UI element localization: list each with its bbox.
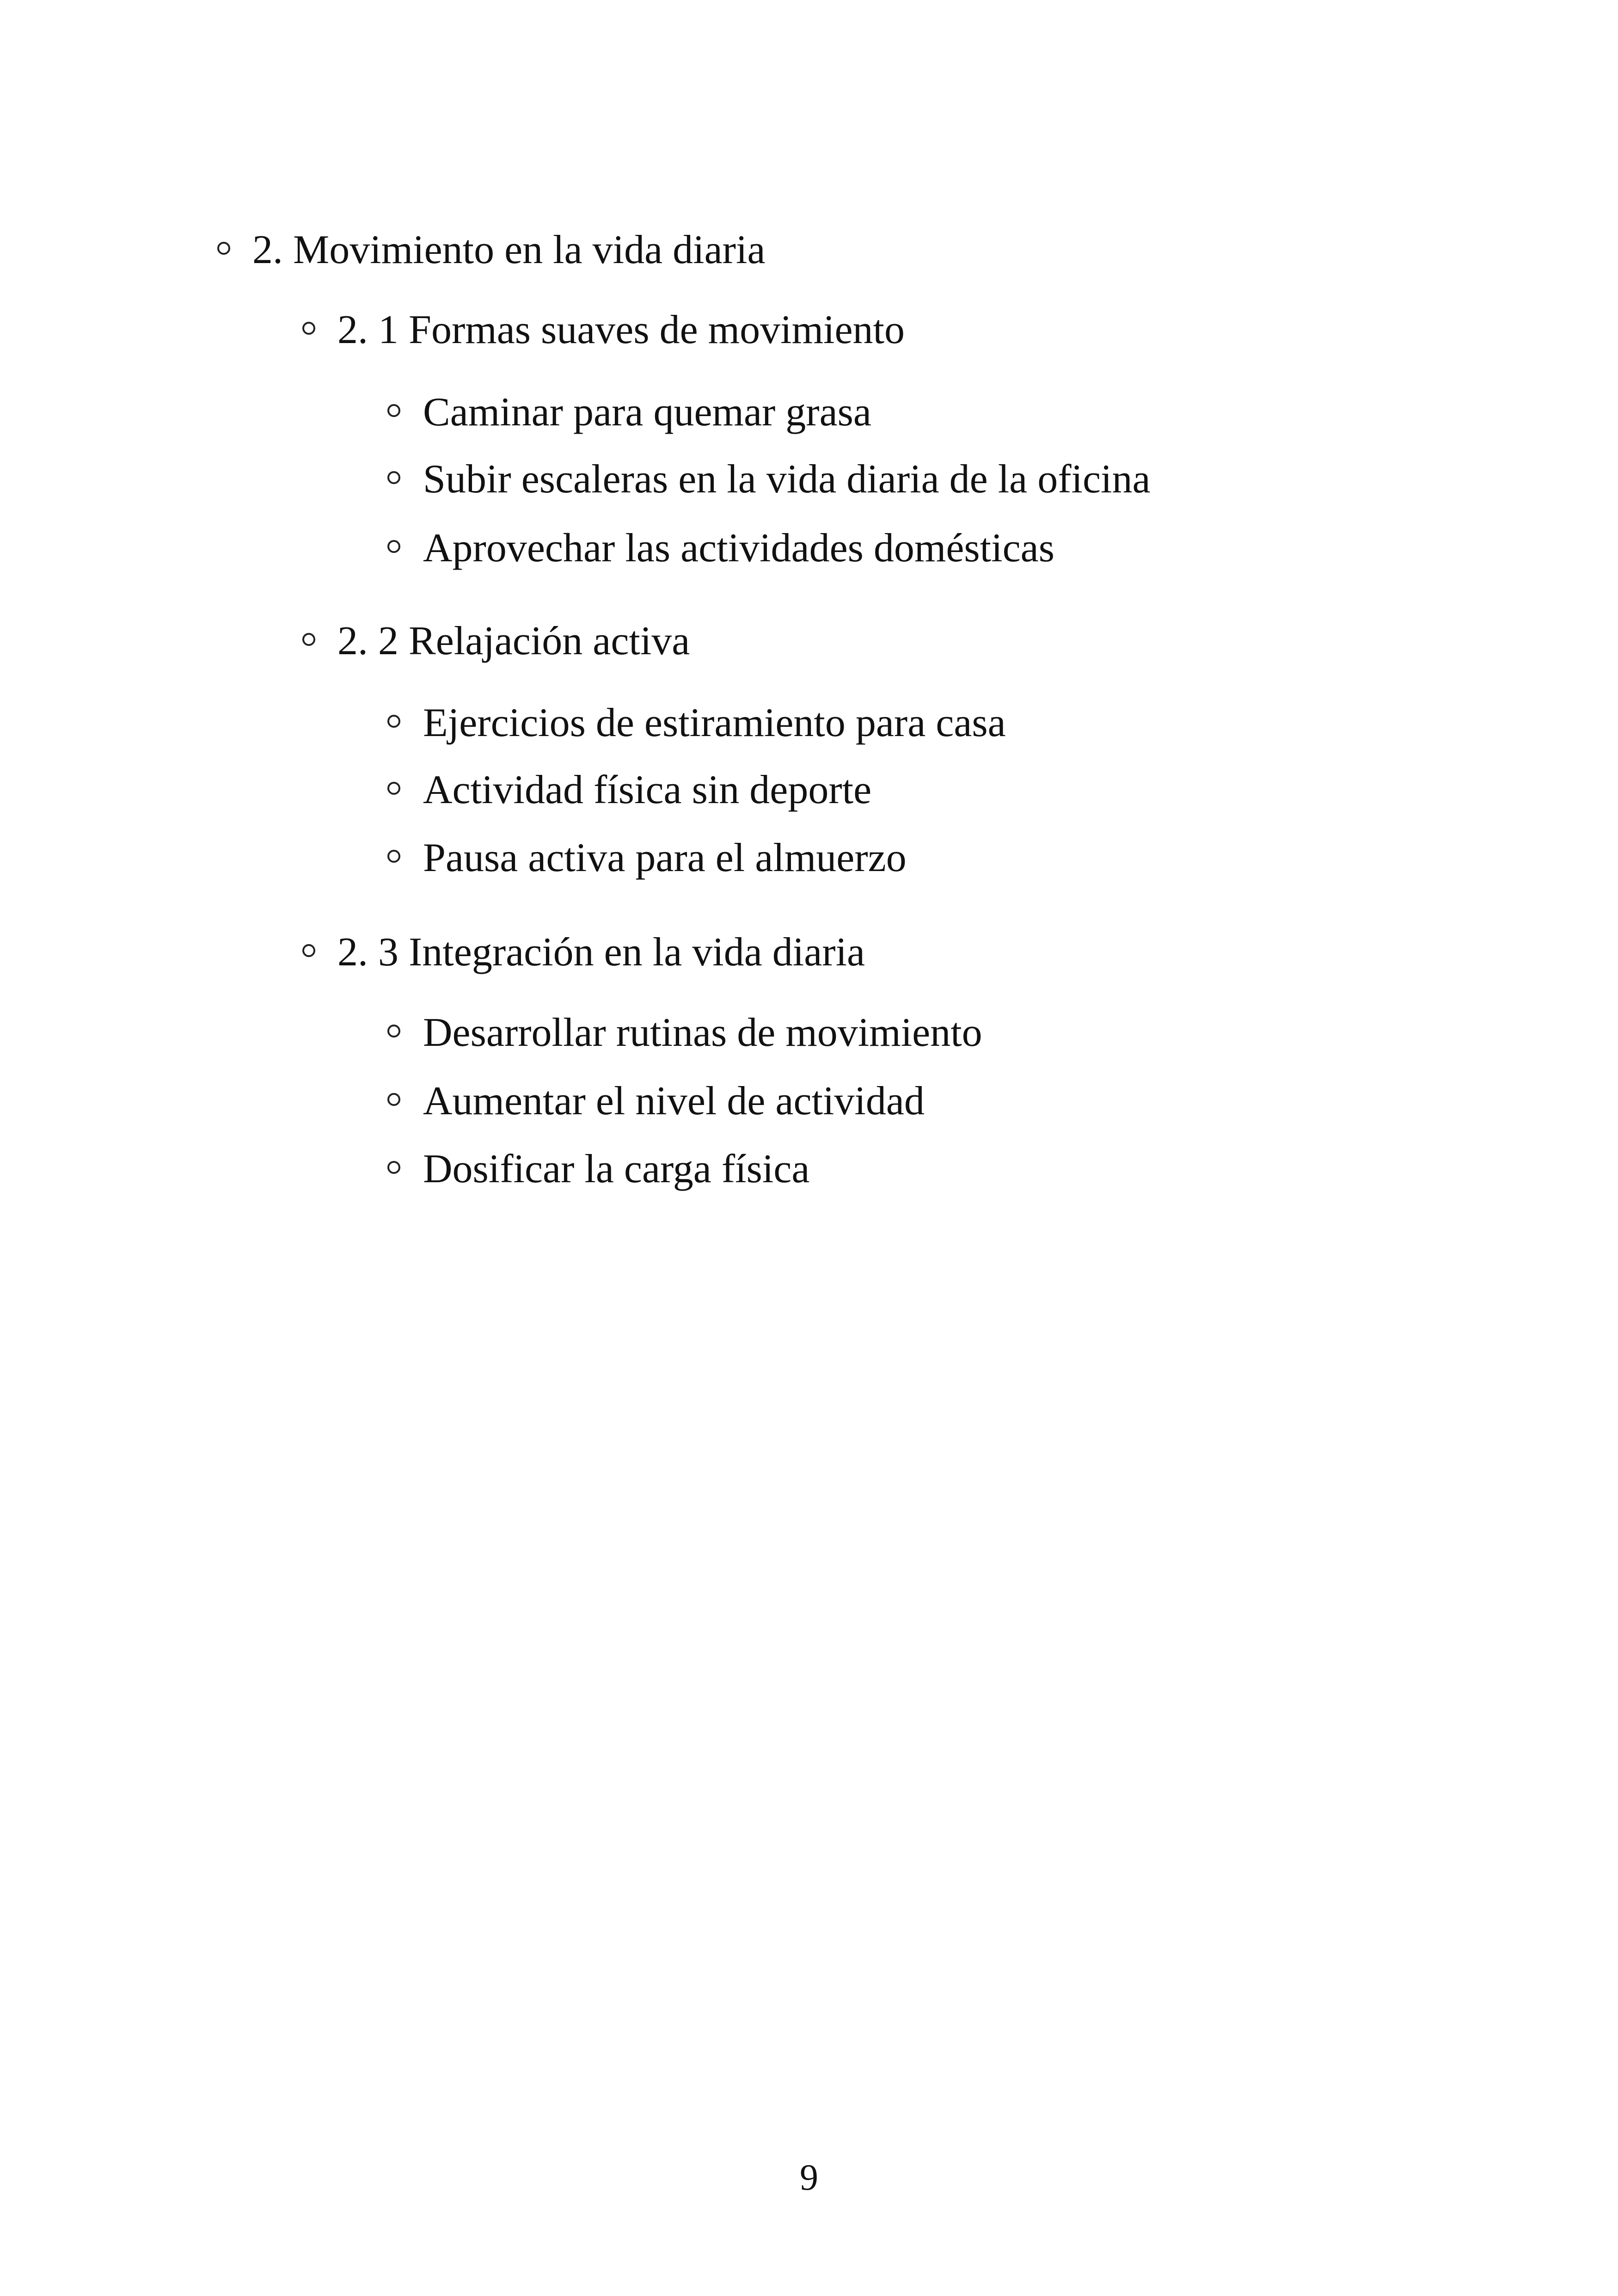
circle-bullet-icon	[387, 1093, 400, 1106]
section-title: 2. Movimiento en la vida diaria	[252, 227, 766, 272]
item-text: Aprovechar las actividades domésticas	[423, 526, 1054, 571]
item-text: Subir escaleras en la vida diaria de la oficina	[423, 457, 1151, 502]
circle-bullet-icon	[387, 540, 400, 553]
subsection-title: 2. 3 Integración en la vida diaria	[337, 930, 865, 975]
circle-bullet-icon	[387, 471, 400, 484]
item-text: Ejercicios de estiramiento para casa	[423, 700, 1006, 745]
circle-bullet-icon	[387, 1025, 400, 1037]
item-text: Caminar para quemar grasa	[423, 390, 871, 435]
circle-bullet-icon	[302, 944, 315, 957]
item-text: Actividad física sin deporte	[423, 767, 872, 812]
item-text: Pausa activa para el almuerzo	[423, 835, 907, 880]
circle-bullet-icon	[302, 633, 315, 646]
circle-bullet-icon	[217, 242, 230, 255]
circle-bullet-icon	[387, 850, 400, 863]
circle-bullet-icon	[302, 322, 315, 335]
page-number: 9	[800, 2157, 818, 2198]
circle-bullet-icon	[387, 782, 400, 795]
item-text: Aumentar el nivel de actividad	[423, 1079, 925, 1123]
subsection-title: 2. 1 Formas suaves de movimiento	[337, 307, 905, 352]
item-text: Desarrollar rutinas de movimiento	[423, 1010, 982, 1055]
circle-bullet-icon	[387, 1161, 400, 1174]
circle-bullet-icon	[387, 404, 400, 417]
subsection-title: 2. 2 Relajación activa	[337, 619, 690, 663]
item-text: Dosificar la carga física	[423, 1147, 810, 1191]
circle-bullet-icon	[387, 715, 400, 728]
